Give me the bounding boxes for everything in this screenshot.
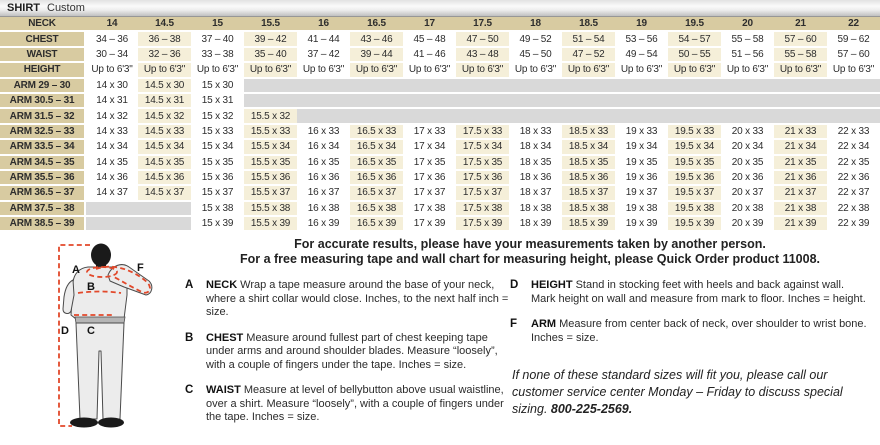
table-row: [0, 155, 880, 170]
definition-text: Measure from center back of neck, over shoulder to wrist bone. Inches = size.: [531, 318, 867, 344]
table-row: [0, 170, 880, 185]
empty-cell: [721, 108, 774, 123]
size-cell: 15.5 x 34: [244, 139, 297, 154]
table-row: [0, 47, 880, 62]
size-cell: 15 x 38: [191, 201, 244, 216]
figure-letter-d: D: [61, 325, 69, 337]
empty-cell: [509, 108, 562, 123]
size-cell: 19.5 x 35: [668, 155, 721, 170]
neck-size-header: 16.5: [350, 17, 403, 31]
neck-size-header: 22: [827, 17, 880, 31]
size-cell: 15 x 33: [191, 124, 244, 139]
size-cell: 19.5 x 36: [668, 170, 721, 185]
empty-cell: [297, 93, 350, 108]
size-cell: 43 – 48: [456, 47, 509, 62]
size-cell: 17.5 x 35: [456, 155, 509, 170]
table-row: [0, 93, 880, 108]
size-cell: 15.5 x 38: [244, 201, 297, 216]
figure-letter-b: B: [87, 281, 95, 293]
size-cell: 15 x 39: [191, 216, 244, 231]
size-cell: 36 – 38: [138, 31, 191, 46]
size-cell: 20 x 39: [721, 216, 774, 231]
size-cell: Up to 6'3": [668, 62, 721, 77]
size-cell: 21 x 35: [774, 155, 827, 170]
empty-cell: [562, 78, 615, 93]
size-cell: 14 x 32: [85, 108, 138, 123]
size-cell: 47 – 50: [456, 31, 509, 46]
size-cell: 49 – 52: [509, 31, 562, 46]
row-label: ARM 36.5 – 37: [0, 185, 85, 200]
definition-arm: [510, 318, 870, 345]
empty-cell: [562, 108, 615, 123]
size-cell: 18 x 39: [509, 216, 562, 231]
size-cell: 21 x 38: [774, 201, 827, 216]
size-cell: 22 x 35: [827, 155, 880, 170]
neck-size-header: 17: [403, 17, 456, 31]
size-cell: 18.5 x 39: [562, 216, 615, 231]
size-cell: 35 – 40: [244, 47, 297, 62]
definition-height: [510, 279, 870, 306]
table-row: [0, 139, 880, 154]
size-cell: 49 – 54: [615, 47, 668, 62]
empty-cell: [85, 201, 138, 216]
size-cell: Up to 6'3": [85, 62, 138, 77]
size-cell: 14.5 x 33: [138, 124, 191, 139]
empty-cell: [668, 93, 721, 108]
size-cell: 15.5 x 36: [244, 170, 297, 185]
size-cell: 39 – 44: [350, 47, 403, 62]
row-label: WAIST: [0, 47, 85, 62]
size-cell: 20 x 36: [721, 170, 774, 185]
table-row: [0, 62, 880, 77]
size-cell: 18 x 38: [509, 201, 562, 216]
size-cell: 22 x 34: [827, 139, 880, 154]
neck-header-row: [0, 17, 880, 31]
size-cell: 16.5 x 33: [350, 124, 403, 139]
empty-cell: [456, 78, 509, 93]
size-cell: 51 – 56: [721, 47, 774, 62]
size-cell: 15 x 35: [191, 155, 244, 170]
empty-cell: [615, 108, 668, 123]
size-cell: 14 x 37: [85, 185, 138, 200]
empty-cell: [403, 78, 456, 93]
size-cell: 45 – 50: [509, 47, 562, 62]
size-cell: 17 x 33: [403, 124, 456, 139]
size-cell: 15 x 36: [191, 170, 244, 185]
size-cell: 20 x 38: [721, 201, 774, 216]
empty-cell: [509, 78, 562, 93]
empty-cell: [668, 78, 721, 93]
size-cell: 17 x 34: [403, 139, 456, 154]
definitions-left-column: [185, 279, 510, 437]
empty-cell: [456, 108, 509, 123]
size-table: [0, 17, 880, 232]
row-label: ARM 38.5 – 39: [0, 216, 85, 231]
right-shoe: [98, 418, 124, 428]
size-cell: 18.5 x 33: [562, 124, 615, 139]
empty-cell: [827, 93, 880, 108]
definition-text: Measure at level of bellybutton above usual waistline, over a shirt. Measure “loosely”, with a couple of fingers under the tape. Inches = size.: [206, 384, 504, 423]
size-cell: 16 x 36: [297, 170, 350, 185]
table-title: SHIRT: [7, 2, 40, 14]
row-label: CHEST: [0, 31, 85, 46]
size-cell: Up to 6'3": [562, 62, 615, 77]
size-cell: 14.5 x 31: [138, 93, 191, 108]
size-cell: 18.5 x 35: [562, 155, 615, 170]
size-cell: 39 – 42: [244, 31, 297, 46]
definition-term: ARM: [531, 318, 557, 330]
size-cell: 14.5 x 34: [138, 139, 191, 154]
empty-cell: [403, 108, 456, 123]
intro-line-2: For a free measuring tape and wall chart for measuring height, please Quick Order product 11008.: [239, 251, 821, 266]
size-cell: Up to 6'3": [403, 62, 456, 77]
empty-cell: [827, 108, 880, 123]
empty-cell: [562, 93, 615, 108]
size-cell: Up to 6'3": [297, 62, 350, 77]
size-cell: Up to 6'3": [774, 62, 827, 77]
table-row: [0, 185, 880, 200]
size-cell: 17 x 37: [403, 185, 456, 200]
size-cell: 22 x 39: [827, 216, 880, 231]
size-cell: 21 x 37: [774, 185, 827, 200]
left-shoe: [70, 418, 98, 428]
size-cell: 15.5 x 39: [244, 216, 297, 231]
row-label: ARM 30.5 – 31: [0, 93, 85, 108]
row-label: ARM 32.5 – 33: [0, 124, 85, 139]
size-cell: 22 x 37: [827, 185, 880, 200]
row-label: ARM 31.5 – 32: [0, 108, 85, 123]
definition-letter: C: [185, 384, 194, 396]
size-cell: 19.5 x 38: [668, 201, 721, 216]
size-cell: 18.5 x 36: [562, 170, 615, 185]
size-cell: 17 x 38: [403, 201, 456, 216]
definition-text: Stand in stocking feet with heels and back against wall. Mark height on wall and measure from mark to floor. Inches = height.: [531, 279, 866, 305]
note-text: If none of these standard sizes will fit you, please call our customer service center Monday – Friday to discuss special sizing.: [512, 368, 843, 416]
size-cell: 30 – 34: [85, 47, 138, 62]
empty-cell: [350, 108, 403, 123]
definition-waist: [185, 384, 510, 425]
size-cell: Up to 6'3": [721, 62, 774, 77]
size-cell: 16.5 x 34: [350, 139, 403, 154]
measurement-figure: [0, 235, 172, 443]
row-label: HEIGHT: [0, 62, 85, 77]
size-cell: Up to 6'3": [244, 62, 297, 77]
size-cell: 33 – 38: [191, 47, 244, 62]
size-cell: 15.5 x 32: [244, 108, 297, 123]
size-cell: 17.5 x 33: [456, 124, 509, 139]
size-cell: 17.5 x 37: [456, 185, 509, 200]
size-cell: 18 x 36: [509, 170, 562, 185]
size-cell: 15.5 x 37: [244, 185, 297, 200]
size-cell: 22 x 33: [827, 124, 880, 139]
row-label: ARM 34.5 – 35: [0, 155, 85, 170]
size-cell: 18 x 35: [509, 155, 562, 170]
figure-letter-c: C: [87, 325, 95, 337]
size-cell: 15.5 x 33: [244, 124, 297, 139]
definition-letter: A: [185, 279, 194, 291]
size-cell: 14 x 30: [85, 78, 138, 93]
size-cell: 22 x 38: [827, 201, 880, 216]
size-cell: 21 x 39: [774, 216, 827, 231]
size-cell: 41 – 44: [297, 31, 350, 46]
definition-text: Measure around fullest part of chest keeping tape under arms and around shoulder blades. Measure “loosely”, with a couple of fingers under the tape. Inches = size.: [206, 331, 498, 371]
size-cell: 41 – 46: [403, 47, 456, 62]
empty-cell: [85, 216, 138, 231]
row-label: ARM 35.5 – 36: [0, 170, 85, 185]
size-cell: 14 x 33: [85, 124, 138, 139]
empty-cell: [350, 78, 403, 93]
size-cell: 14.5 x 30: [138, 78, 191, 93]
neck-size-header: 15: [191, 17, 244, 31]
size-cell: Up to 6'3": [615, 62, 668, 77]
empty-cell: [138, 216, 191, 231]
size-cell: 22 x 36: [827, 170, 880, 185]
empty-cell: [774, 93, 827, 108]
definitions-right-column: [510, 279, 870, 437]
size-cell: 18.5 x 34: [562, 139, 615, 154]
size-cell: 14.5 x 37: [138, 185, 191, 200]
size-cell: 17 x 35: [403, 155, 456, 170]
size-cell: 16.5 x 35: [350, 155, 403, 170]
size-cell: 16 x 33: [297, 124, 350, 139]
size-cell: 19 x 38: [615, 201, 668, 216]
empty-cell: [615, 93, 668, 108]
definition-term: HEIGHT: [531, 279, 573, 291]
size-cell: 55 – 58: [774, 47, 827, 62]
size-cell: 37 – 42: [297, 47, 350, 62]
empty-cell: [827, 78, 880, 93]
size-cell: 14 x 31: [85, 93, 138, 108]
size-cell: Up to 6'3": [456, 62, 509, 77]
figure-letter-a: A: [72, 264, 80, 276]
size-cell: 19 x 37: [615, 185, 668, 200]
definition-term: NECK: [206, 279, 238, 291]
neck-size-header: 18.5: [562, 17, 615, 31]
intro-text: [180, 237, 880, 266]
size-cell: Up to 6'3": [509, 62, 562, 77]
table-title-bar: [0, 0, 880, 17]
empty-cell: [403, 93, 456, 108]
size-cell: 19 x 35: [615, 155, 668, 170]
size-cell: 18 x 37: [509, 185, 562, 200]
size-cell: 16.5 x 39: [350, 216, 403, 231]
special-sizing-note: [510, 367, 870, 418]
size-cell: 20 x 37: [721, 185, 774, 200]
neck-size-header: 17.5: [456, 17, 509, 31]
size-cell: 18.5 x 37: [562, 185, 615, 200]
size-cell: 19.5 x 37: [668, 185, 721, 200]
size-cell: 14 x 34: [85, 139, 138, 154]
size-cell: 20 x 33: [721, 124, 774, 139]
size-cell: 57 – 60: [774, 31, 827, 46]
size-cell: 14 x 36: [85, 170, 138, 185]
size-cell: 21 x 34: [774, 139, 827, 154]
size-cell: 16 x 39: [297, 216, 350, 231]
size-cell: 15 x 34: [191, 139, 244, 154]
empty-cell: [244, 78, 297, 93]
table-row: [0, 108, 880, 123]
neck-row-label: NECK: [0, 17, 85, 31]
size-cell: 16.5 x 38: [350, 201, 403, 216]
intro-line-1: For accurate results, please have your measurements taken by another person.: [294, 237, 766, 251]
neck-size-header: 20: [721, 17, 774, 31]
size-cell: 15 x 37: [191, 185, 244, 200]
size-cell: 14.5 x 32: [138, 108, 191, 123]
empty-cell: [615, 78, 668, 93]
empty-cell: [297, 78, 350, 93]
table-subtitle: Custom: [47, 2, 85, 14]
size-cell: 19 x 33: [615, 124, 668, 139]
size-cell: 17.5 x 38: [456, 201, 509, 216]
definition-chest: [185, 332, 510, 373]
definition-text: Wrap a tape measure around the base of your neck, where a shirt collar would close. Inches, to the next half inch = size.: [206, 279, 509, 318]
size-cell: 15 x 31: [191, 93, 244, 108]
size-cell: 19.5 x 33: [668, 124, 721, 139]
size-cell: 17 x 39: [403, 216, 456, 231]
empty-cell: [721, 78, 774, 93]
neck-size-header: 19.5: [668, 17, 721, 31]
empty-cell: [297, 108, 350, 123]
size-cell: 16.5 x 37: [350, 185, 403, 200]
size-cell: 20 x 34: [721, 139, 774, 154]
definition-letter: B: [185, 331, 194, 344]
size-cell: Up to 6'3": [350, 62, 403, 77]
size-cell: 16.5 x 36: [350, 170, 403, 185]
size-cell: 53 – 56: [615, 31, 668, 46]
size-cell: 15 x 30: [191, 78, 244, 93]
empty-cell: [456, 93, 509, 108]
size-cell: 19 x 36: [615, 170, 668, 185]
size-cell: 37 – 40: [191, 31, 244, 46]
empty-cell: [350, 93, 403, 108]
size-cell: 18.5 x 38: [562, 201, 615, 216]
size-cell: Up to 6'3": [191, 62, 244, 77]
neck-size-header: 14.5: [138, 17, 191, 31]
size-cell: 43 – 46: [350, 31, 403, 46]
size-cell: 32 – 36: [138, 47, 191, 62]
size-cell: 15 x 32: [191, 108, 244, 123]
size-cell: 15.5 x 35: [244, 155, 297, 170]
size-cell: 17 x 36: [403, 170, 456, 185]
empty-cell: [721, 93, 774, 108]
definition-term: CHEST: [206, 331, 244, 344]
empty-cell: [138, 201, 191, 216]
size-cell: 17.5 x 39: [456, 216, 509, 231]
size-cell: 45 – 48: [403, 31, 456, 46]
size-cell: 17.5 x 36: [456, 170, 509, 185]
table-row: [0, 216, 880, 231]
empty-cell: [509, 93, 562, 108]
definition-letter: D: [510, 279, 519, 291]
definition-term: WAIST: [206, 384, 241, 396]
empty-cell: [774, 78, 827, 93]
size-cell: 16 x 37: [297, 185, 350, 200]
neck-size-header: 16: [297, 17, 350, 31]
size-cell: 19 x 39: [615, 216, 668, 231]
row-label: ARM 37.5 – 38: [0, 201, 85, 216]
definition-neck: [185, 279, 510, 320]
size-cell: 19.5 x 39: [668, 216, 721, 231]
table-row: [0, 201, 880, 216]
size-cell: 21 x 36: [774, 170, 827, 185]
size-cell: 19.5 x 34: [668, 139, 721, 154]
size-cell: 16 x 38: [297, 201, 350, 216]
empty-cell: [668, 108, 721, 123]
measuring-instructions: [180, 237, 880, 437]
size-cell: 55 – 58: [721, 31, 774, 46]
size-cell: Up to 6'3": [138, 62, 191, 77]
size-cell: 34 – 36: [85, 31, 138, 46]
size-cell: 54 – 57: [668, 31, 721, 46]
size-cell: 14.5 x 36: [138, 170, 191, 185]
size-cell: 57 – 60: [827, 47, 880, 62]
size-cell: 14 x 35: [85, 155, 138, 170]
size-cell: 21 x 33: [774, 124, 827, 139]
phone-number: 800-225-2569.: [550, 402, 633, 416]
size-cell: Up to 6'3": [827, 62, 880, 77]
size-cell: 14.5 x 35: [138, 155, 191, 170]
row-label: ARM 33.5 – 34: [0, 139, 85, 154]
neck-size-header: 18: [509, 17, 562, 31]
size-cell: 18 x 33: [509, 124, 562, 139]
size-cell: 20 x 35: [721, 155, 774, 170]
size-cell: 50 – 55: [668, 47, 721, 62]
size-cell: 17.5 x 34: [456, 139, 509, 154]
table-row: [0, 124, 880, 139]
size-cell: 16 x 35: [297, 155, 350, 170]
neck-size-header: 15.5: [244, 17, 297, 31]
neck-size-header: 19: [615, 17, 668, 31]
size-cell: 16 x 34: [297, 139, 350, 154]
empty-cell: [774, 108, 827, 123]
table-row: [0, 78, 880, 93]
size-cell: 18 x 34: [509, 139, 562, 154]
neck-size-header: 21: [774, 17, 827, 31]
size-cell: 51 – 54: [562, 31, 615, 46]
size-cell: 47 – 52: [562, 47, 615, 62]
size-cell: 59 – 62: [827, 31, 880, 46]
size-cell: 19 x 34: [615, 139, 668, 154]
row-label: ARM 29 – 30: [0, 78, 85, 93]
neck-size-header: 14: [85, 17, 138, 31]
figure-letter-f: F: [137, 262, 144, 274]
definition-letter: F: [510, 318, 518, 330]
empty-cell: [244, 93, 297, 108]
table-row: [0, 31, 880, 46]
